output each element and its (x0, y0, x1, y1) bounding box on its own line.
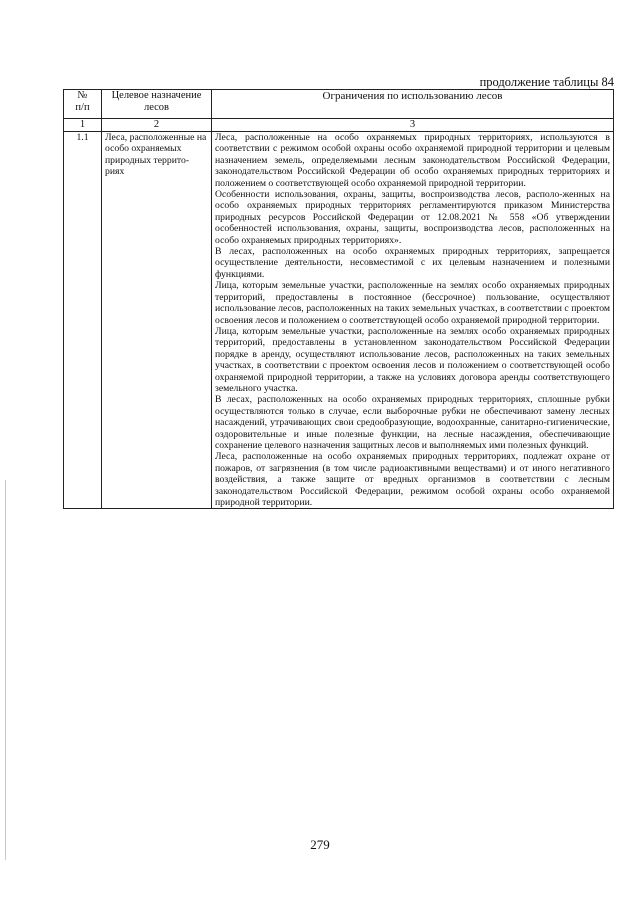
scan-edge-line (5, 480, 6, 860)
restriction-paragraph-4: Лица, которым земельные участки, расположенные на землях особо охраняемых природных территорий, предоставлены в постоянное (бессрочное) пользование, осуществляют использование лесов, расположенных на таких земельных участках, в соответствии с проектом освоения лесов и положением о соответствующей особо охраняемой природной территории. (215, 280, 610, 326)
table-continuation-caption: продолжение таблицы 84 (479, 75, 614, 89)
restrictions-table (63, 89, 614, 509)
column-header-purpose: Целевое назначение лесов (102, 90, 212, 119)
restriction-paragraph-1: Леса, расположенные на особо охраняемых природных территориях, используются в соответствии с режимом особой охраны особо охраняемой природной территории и целевым назначением земель, определяемыми лесным законодательством Российской Федерации, законодательством Российской Федерации об особо охраняемых природных территориях и положением о соответствующей особо охраняемой природной территории. (215, 132, 610, 189)
restriction-paragraph-3: В лесах, расположенных на особо охраняемых природных территориях, запрещается осуществление деятельности, несовместимой с их целевым назначением и полезными функциями. (215, 246, 610, 280)
restriction-paragraph-6: В лесах, расположенных на особо охраняемых природных территориях, сплошные рубки осуществляются только в случае, если выборочные рубки не обеспечивают замену лесных насаждений, утрачивающих свои средообразующие, водоохранные, санитарно-гигиенические, оздоровительные и иные полезные функции, на лесные насаждения, обеспечивающие сохранение целевого назначения защитных лесов и выполняемых ими полезных функций. (215, 394, 610, 451)
row-restrictions (212, 132, 614, 509)
page-number: 279 (310, 837, 330, 852)
column-index-2: 2 (102, 119, 212, 132)
restriction-paragraph-2: Особенности использования, охраны, защиты, воспроизводства лесов, располо-женных на особо охраняемых природных территориях регламентируются приказом Министерства природных ресурсов Российской Федерации от 12.08.2021 № 558 «Об утверждении особенностей использования, охраны, защиты, воспроизводства лесов, расположенных на особо охраняемых природных территориях». (215, 189, 610, 246)
column-index-3: 3 (212, 119, 614, 132)
restriction-paragraph-5: Лица, которым земельные участки, расположенные на землях особо охраняемых природных территорий, предоставлены в установленном законодательством Российской Федерации порядке в аренду, осуществляют использование лесов, расположенных на таких земельных участках, в соответствии с проектом освоения лесов и положением о соответствующей особо охраняемой природной территории, а также на условиях договора аренды соответствующего земельного участка. (215, 325, 610, 394)
restriction-paragraph-7: Леса, расположенные на особо охраняемых природных территориях, подлежат охране от пожаров, от загрязнения (в том числе радиоактивными веществами) и от иного негативного воздействия, а также защите от вредных организмов в соответствии с лесным законодательством Российской Федерации, режимом особой охраны особо охраняемой природной территории. (215, 451, 610, 508)
row-number: 1.1 (64, 132, 102, 509)
row-purpose: Леса, расположенные на особо охраняемых природных террито-риях (102, 132, 212, 509)
column-header-restrictions: Ограничения по использованию лесов (212, 90, 614, 119)
column-index-row (64, 119, 614, 132)
column-index-1: 1 (64, 119, 102, 132)
table-row (64, 132, 614, 509)
table-header-row (64, 90, 614, 119)
column-header-number: № п/п (64, 90, 102, 119)
